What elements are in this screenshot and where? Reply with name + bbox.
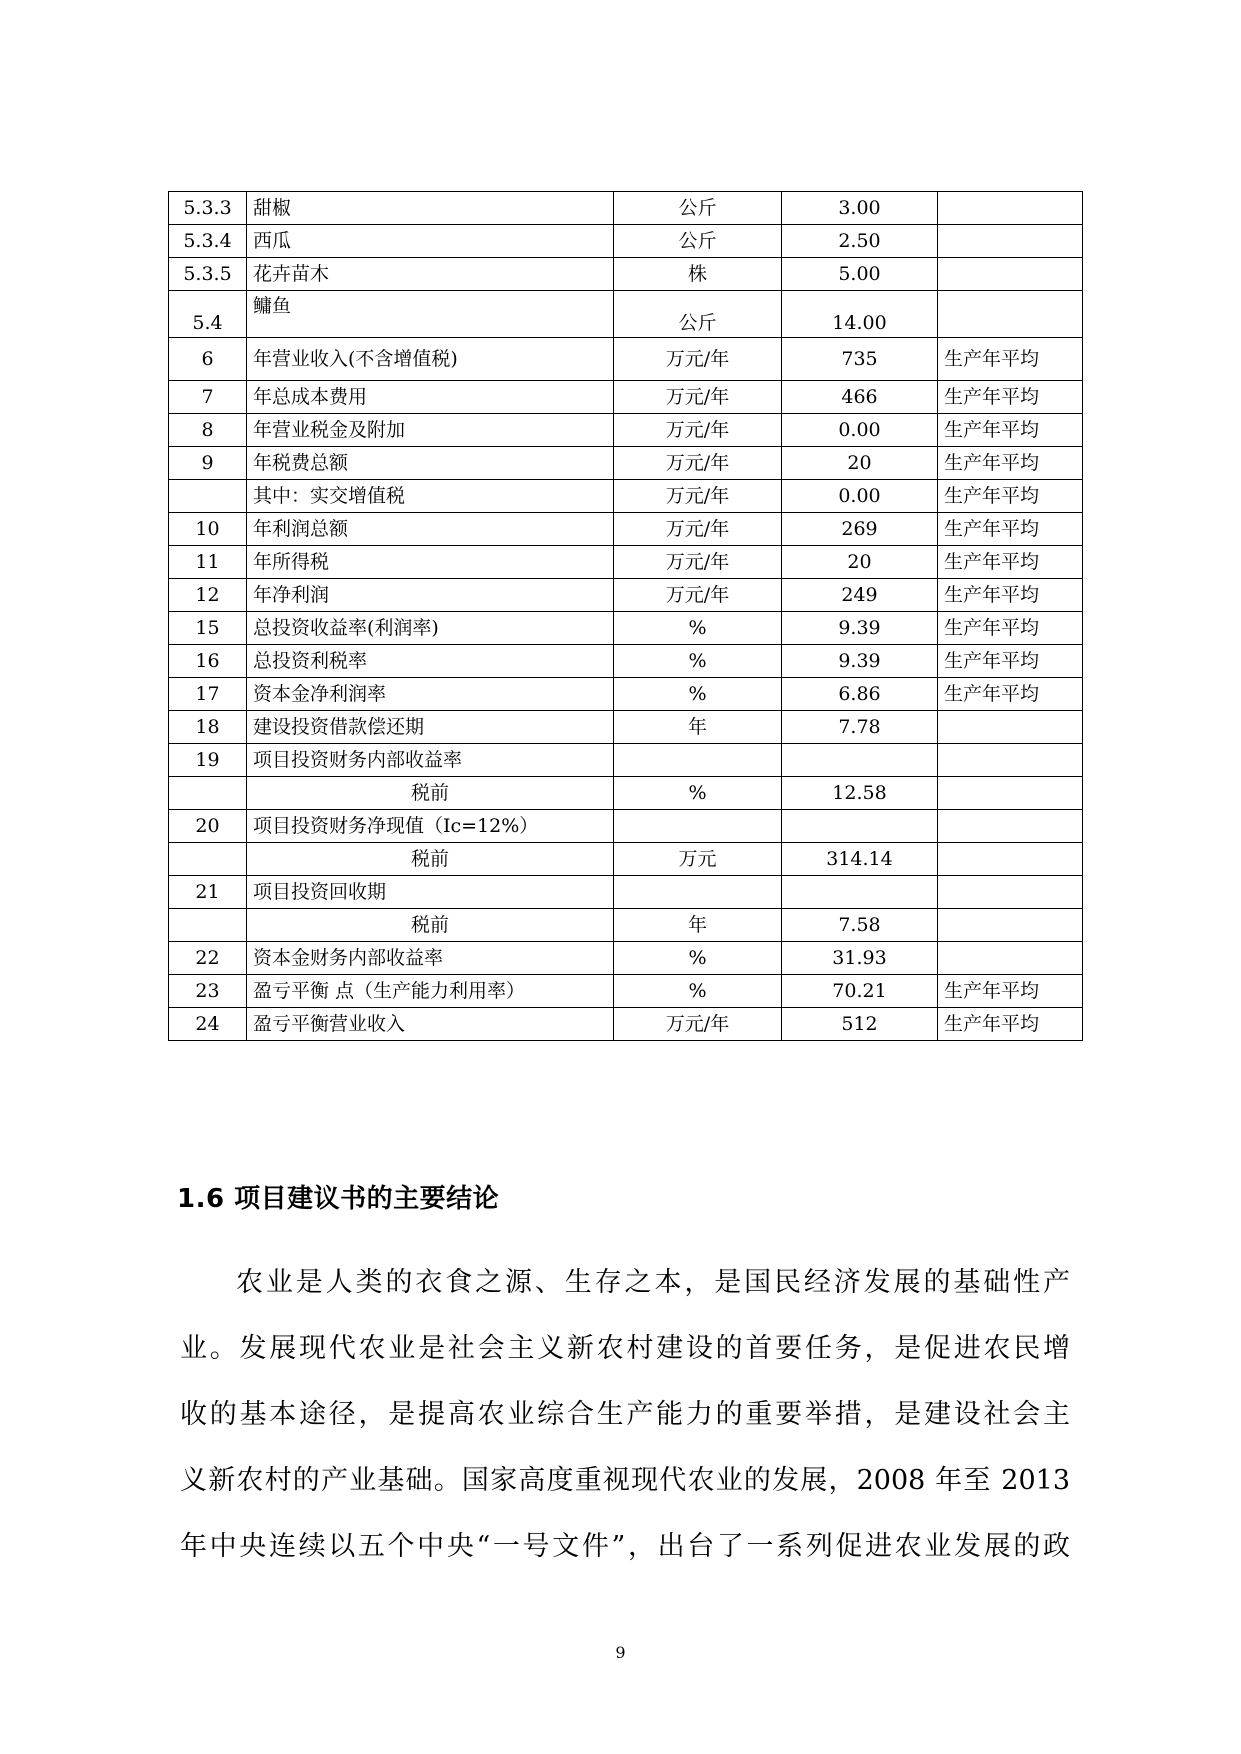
unit-cell: 万元/年 xyxy=(614,414,782,447)
item-name-cell: 花卉苗木 xyxy=(247,258,614,291)
paragraph-line: 农业是人类的衣食之源、生存之本，是国民经济发展的基础性产 xyxy=(236,1267,1070,1298)
item-name-cell: 盈亏平衡营业收入 xyxy=(247,1008,614,1041)
unit-cell: 万元/年 xyxy=(614,1008,782,1041)
unit-cell: % xyxy=(614,645,782,678)
item-name-cell: 盈亏平衡 点（生产能力利用率） xyxy=(247,975,614,1008)
table-row xyxy=(169,942,1083,975)
item-name-cell: 项目投资财务内部收益率 xyxy=(247,744,614,777)
unit-cell: % xyxy=(614,942,782,975)
value-cell: 12.58 xyxy=(782,777,938,810)
table-row xyxy=(169,843,1083,876)
row-number-cell: 20 xyxy=(169,810,247,843)
table-row xyxy=(169,192,1083,225)
row-number-cell xyxy=(169,843,247,876)
table-row xyxy=(169,909,1083,942)
unit-cell: 公斤 xyxy=(614,291,782,338)
table-row xyxy=(169,291,1083,338)
note-cell xyxy=(938,843,1083,876)
row-number-cell xyxy=(169,909,247,942)
table-row xyxy=(169,579,1083,612)
table-row xyxy=(169,744,1083,777)
item-name-cell: 年营业收入(不含增值税) xyxy=(247,338,614,381)
item-name-cell: 建设投资借款偿还期 xyxy=(247,711,614,744)
note-cell: 生产年平均 xyxy=(938,612,1083,645)
item-name-cell: 总投资利税率 xyxy=(247,645,614,678)
table-row xyxy=(169,480,1083,513)
value-cell: 3.00 xyxy=(782,192,938,225)
unit-cell: 万元/年 xyxy=(614,546,782,579)
unit-cell: % xyxy=(614,678,782,711)
value-cell: 20 xyxy=(782,546,938,579)
value-cell xyxy=(782,744,938,777)
value-cell xyxy=(782,810,938,843)
economic-indicators-table xyxy=(168,191,1083,1041)
table-row xyxy=(169,1008,1083,1041)
row-number-cell: 16 xyxy=(169,645,247,678)
item-name-cell: 项目投资回收期 xyxy=(247,876,614,909)
value-cell: 20 xyxy=(782,447,938,480)
unit-cell: 万元/年 xyxy=(614,447,782,480)
table-row xyxy=(169,513,1083,546)
note-cell: 生产年平均 xyxy=(938,579,1083,612)
item-name-cell: 年总成本费用 xyxy=(247,381,614,414)
note-cell: 生产年平均 xyxy=(938,414,1083,447)
value-cell: 2.50 xyxy=(782,225,938,258)
paragraph-line: 业。发展现代农业是社会主义新农村建设的首要任务，是促进农民增 xyxy=(180,1333,1070,1364)
value-cell: 466 xyxy=(782,381,938,414)
note-cell xyxy=(938,876,1083,909)
table-row xyxy=(169,810,1083,843)
note-cell: 生产年平均 xyxy=(938,480,1083,513)
section-title: 1.6 项目建议书的主要结论 xyxy=(177,1184,500,1214)
unit-cell: 万元/年 xyxy=(614,579,782,612)
note-cell xyxy=(938,777,1083,810)
note-cell: 生产年平均 xyxy=(938,381,1083,414)
note-cell: 生产年平均 xyxy=(938,447,1083,480)
row-number-cell: 7 xyxy=(169,381,247,414)
note-cell xyxy=(938,810,1083,843)
item-name-cell: 项目投资财务净现值（Ic=12%） xyxy=(247,810,614,843)
unit-cell xyxy=(614,744,782,777)
row-number-cell: 5.4 xyxy=(169,291,247,338)
note-cell: 生产年平均 xyxy=(938,975,1083,1008)
row-number-cell: 23 xyxy=(169,975,247,1008)
value-cell: 512 xyxy=(782,1008,938,1041)
value-cell: 7.78 xyxy=(782,711,938,744)
body-paragraph xyxy=(180,1265,1070,1595)
note-cell: 生产年平均 xyxy=(938,546,1083,579)
table-row xyxy=(169,381,1083,414)
item-name-cell: 鳙鱼 xyxy=(247,291,614,338)
row-number-cell: 19 xyxy=(169,744,247,777)
row-number-cell: 5.3.3 xyxy=(169,192,247,225)
item-name-cell: 资本金净利润率 xyxy=(247,678,614,711)
unit-cell: 万元/年 xyxy=(614,480,782,513)
unit-cell: % xyxy=(614,975,782,1008)
value-cell: 269 xyxy=(782,513,938,546)
paragraph-line: 义新农村的产业基础。国家高度重视现代农业的发展，2008 年至 2013 xyxy=(180,1465,1070,1496)
row-number-cell: 17 xyxy=(169,678,247,711)
row-number-cell: 24 xyxy=(169,1008,247,1041)
row-number-cell: 12 xyxy=(169,579,247,612)
table-body xyxy=(169,192,1083,1041)
note-cell: 生产年平均 xyxy=(938,338,1083,381)
table-row xyxy=(169,876,1083,909)
value-cell: 14.00 xyxy=(782,291,938,338)
row-number-cell xyxy=(169,480,247,513)
table-row xyxy=(169,975,1083,1008)
row-number-cell: 5.3.5 xyxy=(169,258,247,291)
value-cell: 5.00 xyxy=(782,258,938,291)
item-name-cell: 资本金财务内部收益率 xyxy=(247,942,614,975)
value-cell: 31.93 xyxy=(782,942,938,975)
table-row xyxy=(169,338,1083,381)
table-row xyxy=(169,546,1083,579)
row-number-cell: 21 xyxy=(169,876,247,909)
value-cell: 314.14 xyxy=(782,843,938,876)
note-cell xyxy=(938,225,1083,258)
row-number-cell: 15 xyxy=(169,612,247,645)
unit-cell: 万元 xyxy=(614,843,782,876)
value-cell: 7.58 xyxy=(782,909,938,942)
note-cell xyxy=(938,258,1083,291)
unit-cell xyxy=(614,876,782,909)
item-name-cell: 税前 xyxy=(247,909,614,942)
row-number-cell: 9 xyxy=(169,447,247,480)
note-cell: 生产年平均 xyxy=(938,678,1083,711)
paragraph-line: 收的基本途径，是提高农业综合生产能力的重要举措，是建设社会主 xyxy=(180,1399,1070,1430)
item-name-cell: 税前 xyxy=(247,777,614,810)
item-name-cell: 税前 xyxy=(247,843,614,876)
unit-cell: 年 xyxy=(614,909,782,942)
value-cell: 6.86 xyxy=(782,678,938,711)
row-number-cell: 11 xyxy=(169,546,247,579)
value-cell: 249 xyxy=(782,579,938,612)
unit-cell: 年 xyxy=(614,711,782,744)
paragraph-line: 年中央连续以五个中央“一号文件”，出台了一系列促进农业发展的政 xyxy=(180,1531,1070,1562)
value-cell: 0.00 xyxy=(782,414,938,447)
item-name-cell: 西瓜 xyxy=(247,225,614,258)
item-name-cell: 甜椒 xyxy=(247,192,614,225)
note-cell xyxy=(938,744,1083,777)
note-cell xyxy=(938,192,1083,225)
table-row xyxy=(169,711,1083,744)
table-row xyxy=(169,414,1083,447)
table-row xyxy=(169,645,1083,678)
table-row xyxy=(169,447,1083,480)
note-cell xyxy=(938,942,1083,975)
row-number-cell: 18 xyxy=(169,711,247,744)
unit-cell: 万元/年 xyxy=(614,381,782,414)
note-cell: 生产年平均 xyxy=(938,1008,1083,1041)
table-row xyxy=(169,225,1083,258)
row-number-cell: 5.3.4 xyxy=(169,225,247,258)
page-number: 9 xyxy=(615,1643,626,1662)
table-row xyxy=(169,678,1083,711)
unit-cell: % xyxy=(614,777,782,810)
item-name-cell: 年净利润 xyxy=(247,579,614,612)
note-cell: 生产年平均 xyxy=(938,645,1083,678)
unit-cell: % xyxy=(614,612,782,645)
row-number-cell: 8 xyxy=(169,414,247,447)
row-number-cell: 22 xyxy=(169,942,247,975)
note-cell xyxy=(938,909,1083,942)
row-number-cell xyxy=(169,777,247,810)
table-row xyxy=(169,777,1083,810)
unit-cell: 万元/年 xyxy=(614,513,782,546)
value-cell: 0.00 xyxy=(782,480,938,513)
note-cell xyxy=(938,291,1083,338)
item-name-cell: 年所得税 xyxy=(247,546,614,579)
value-cell: 9.39 xyxy=(782,612,938,645)
unit-cell: 株 xyxy=(614,258,782,291)
row-number-cell: 10 xyxy=(169,513,247,546)
unit-cell: 万元/年 xyxy=(614,338,782,381)
table-row xyxy=(169,258,1083,291)
value-cell: 9.39 xyxy=(782,645,938,678)
item-name-cell: 年税费总额 xyxy=(247,447,614,480)
item-name-cell: 总投资收益率(利润率) xyxy=(247,612,614,645)
indicator-table-container xyxy=(168,191,1082,1041)
row-number-cell: 6 xyxy=(169,338,247,381)
table-row xyxy=(169,612,1083,645)
item-name-cell: 其中：实交增值税 xyxy=(247,480,614,513)
unit-cell: 公斤 xyxy=(614,192,782,225)
unit-cell xyxy=(614,810,782,843)
value-cell xyxy=(782,876,938,909)
item-name-cell: 年利润总额 xyxy=(247,513,614,546)
note-cell xyxy=(938,711,1083,744)
value-cell: 735 xyxy=(782,338,938,381)
unit-cell: 公斤 xyxy=(614,225,782,258)
item-name-cell: 年营业税金及附加 xyxy=(247,414,614,447)
value-cell: 70.21 xyxy=(782,975,938,1008)
note-cell: 生产年平均 xyxy=(938,513,1083,546)
